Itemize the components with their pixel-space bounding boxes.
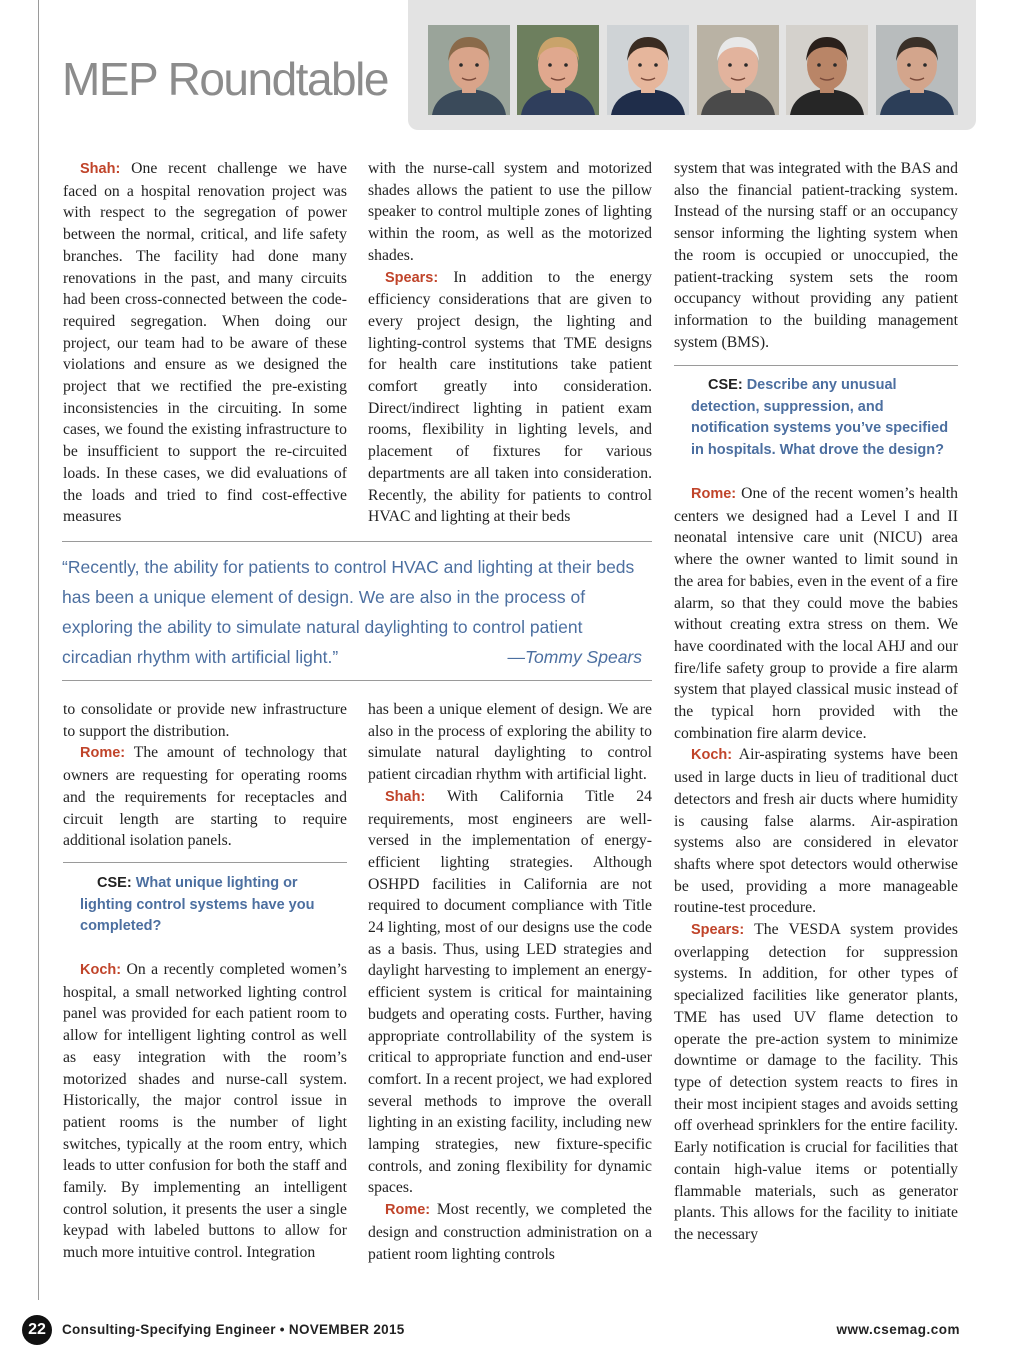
section-divider	[63, 862, 347, 863]
paragraph-text: One of the recent women’s health centers we designed had a Level I and II neonatal intensive care unit (NICU) area where the owner wanted to limit sound in the area for babies, even in the event of a fire alarm, so that they could move the babies without creating extra stress on them. We have coordinated with the local AHJ and our fire/life safety group to provide a fire alarm system that played classical music instead of the typical horn provided with the combination fire alarm device.	[674, 485, 958, 742]
website-url[interactable]: www.csemag.com	[836, 1322, 960, 1337]
paragraph-text: In addition to the energy efficiency considerations that are given to every project design, the lighting and lighting-control systems that TME designs for health care institutions take patient comfort greatly into consideration. Direct/indirect lighting in patient exam rooms, flexibility in lighting levels, and placement of fixtures for various departments are all taken into consideration. Recently, the ability for patients to control HVAC and lighting at their beds	[368, 268, 652, 526]
paragraph-text: system that was integrated with the BAS and also the financial patient-tracking system. Instead of the nursing staff or an occupancy sensor informing the lighting system when the room is occupied or unoccupied, the patient-tracking system sets the room occupancy without providing any patient information to the building management system (BMS).	[674, 160, 958, 351]
speaker-label: Rome:	[691, 486, 737, 502]
column-3-body	[674, 483, 958, 1246]
speaker-label: Rome:	[80, 745, 126, 762]
column-2-top	[368, 158, 652, 528]
paragraph-text: Most recently, we completed the design and construction administration on a patient room lighting controls	[368, 1201, 652, 1263]
section-divider	[674, 365, 958, 366]
column-1-top	[63, 158, 347, 528]
pullquote-text: “Recently, the ability for patients to control HVAC and lighting at their beds has been a unique element of design. We are also in the process of exploring the ability to simulate natural daylighting to control patient circadian rhythm with artificial light.”	[62, 557, 635, 667]
pullquote-rule-top	[62, 541, 652, 542]
paragraph-text: with the nurse-call system and motorized shades allows the patient to use the pillow speaker to control multiple zones of lighting within the room, as well as the motorized shades.	[368, 160, 652, 264]
page-title: MEP Roundtable	[62, 53, 388, 105]
pullquote-attribution: —Tommy Spears	[507, 647, 642, 667]
pullquote	[62, 552, 648, 672]
panelist-photo	[517, 25, 599, 115]
question-label: CSE:	[97, 875, 132, 891]
paragraph-text: The VESDA system provides overlapping detection for suppression systems. In addition, for other types of specialized facilities like generator plants, TME has used UV flame detection to operate the pre-action system to minimize downtime or damage to the facility. This type of detection system reacts to fires in their most incipient stages and avoids setting off overhead sprinklers for the entire facility. Early notification is crucial for facilities that contain high-value items or potentially flammable materials, such as generator plants. This allows for the facility to initiate the necessary	[674, 921, 958, 1243]
panelist-photo	[786, 25, 868, 115]
paragraph-text: has been a unique element of design. We are also in the process of exploring the ability to simulate natural daylighting to control patient circadian rhythm with artificial light.	[368, 701, 652, 784]
question-label: CSE:	[708, 377, 743, 393]
column-1-koch	[63, 959, 347, 1264]
speaker-label: Koch:	[80, 962, 122, 978]
column-1-bottom	[63, 699, 347, 852]
page-footer	[22, 1315, 962, 1345]
paragraph-text: One recent challenge we have faced on a hospital renovation project was with respect to the segregation of power between the normal, critical, and life safety branches. The facility had done many renovations in the past, and many circuits had been cross-connected between the code-required segregation. When doing our project, our team had to be aware of these violations and ensure as we designed the project that we rectified the pre-existing inconsistencies in the circuiting. In some cases, we found the existing infrastructure to be insufficient to support the re-circuited loads. In these cases, we did evaluations of the loads and tried to find cost-effective measures	[63, 160, 347, 526]
panelist-photo	[876, 25, 958, 115]
paragraph-text: to consolidate or provide new infrastructure to support the distribution.	[63, 701, 347, 740]
speaker-label: Spears:	[385, 269, 439, 286]
speaker-label: Koch:	[691, 747, 733, 764]
paragraph-text: Air-aspirating systems have been used in large ducts in lieu of traditional duct detectors and fresh air ducts where humidity is causing false alarms. Air-aspiration systems also are considered in elevator shafts where spot detectors would otherwise be used, providing a more manageable routine-test procedure.	[674, 746, 959, 917]
question-block	[63, 873, 347, 938]
panelist-photo	[697, 25, 779, 115]
panelist-photo-strip	[408, 0, 976, 130]
paragraph-text: With California Title 24 requirements, most engineers are well-versed in the implementation of energy-efficient lighting strategies. Although OSHPD facilities in California are not required to document compliance with Title 24 lighting, most of our designs use the code as a basis. Thus, using LED strategies and daylight harvesting to implement an energy-efficient system is critical for maintaining budgets and operating costs. Further, having appropriate controllability of the system is critical to appropriate function and end-user comfort. In a recent project, we had explored several methods to improve the overall lighting in an existing facility, including new lamping strategies, new fixture-specific controls, and zoning flexibility for dynamic spaces.	[368, 787, 652, 1197]
pullquote-rule-bottom	[62, 680, 652, 681]
question-block	[674, 375, 958, 462]
question-text: What unique lighting or lighting control systems have you completed?	[80, 875, 315, 935]
column-2-bottom	[368, 699, 652, 1265]
column-3-top	[674, 158, 958, 353]
paragraph-text: On a recently completed women’s hospital, a small networked lighting control panel was provided for each patient room to allow for intelligent lighting control as well as easy integration with the room’s motorized shades and nurse-call system. Historically, the major control issue in patient rooms is the number of light switches, typically at the room entry, which leads to utter confusion for both the staff and family. By implementing an intelligent control solution, it presents the user a single keypad with labeled buttons to allow for much more intuitive control. Integration	[63, 961, 347, 1262]
question-text: Describe any unusual detection, suppression, and notification systems you’ve specified in hospitals. What drove the design?	[691, 377, 949, 459]
publication-line: Consulting-Specifying Engineer • NOVEMBER 2015	[62, 1322, 405, 1337]
left-margin-rule	[38, 0, 39, 1300]
speaker-label: Spears:	[691, 922, 745, 939]
page-number: 22	[22, 1315, 52, 1345]
paragraph-text: The amount of technology that owners are requesting for operating rooms and the requirements for receptacles and circuit length are starting to require additional isolation panels.	[63, 744, 347, 850]
speaker-label: Shah:	[80, 161, 121, 177]
speaker-label: Rome:	[385, 1202, 431, 1219]
panelist-photo	[428, 25, 510, 115]
speaker-label: Shah:	[385, 788, 426, 805]
panelist-photo	[607, 25, 689, 115]
